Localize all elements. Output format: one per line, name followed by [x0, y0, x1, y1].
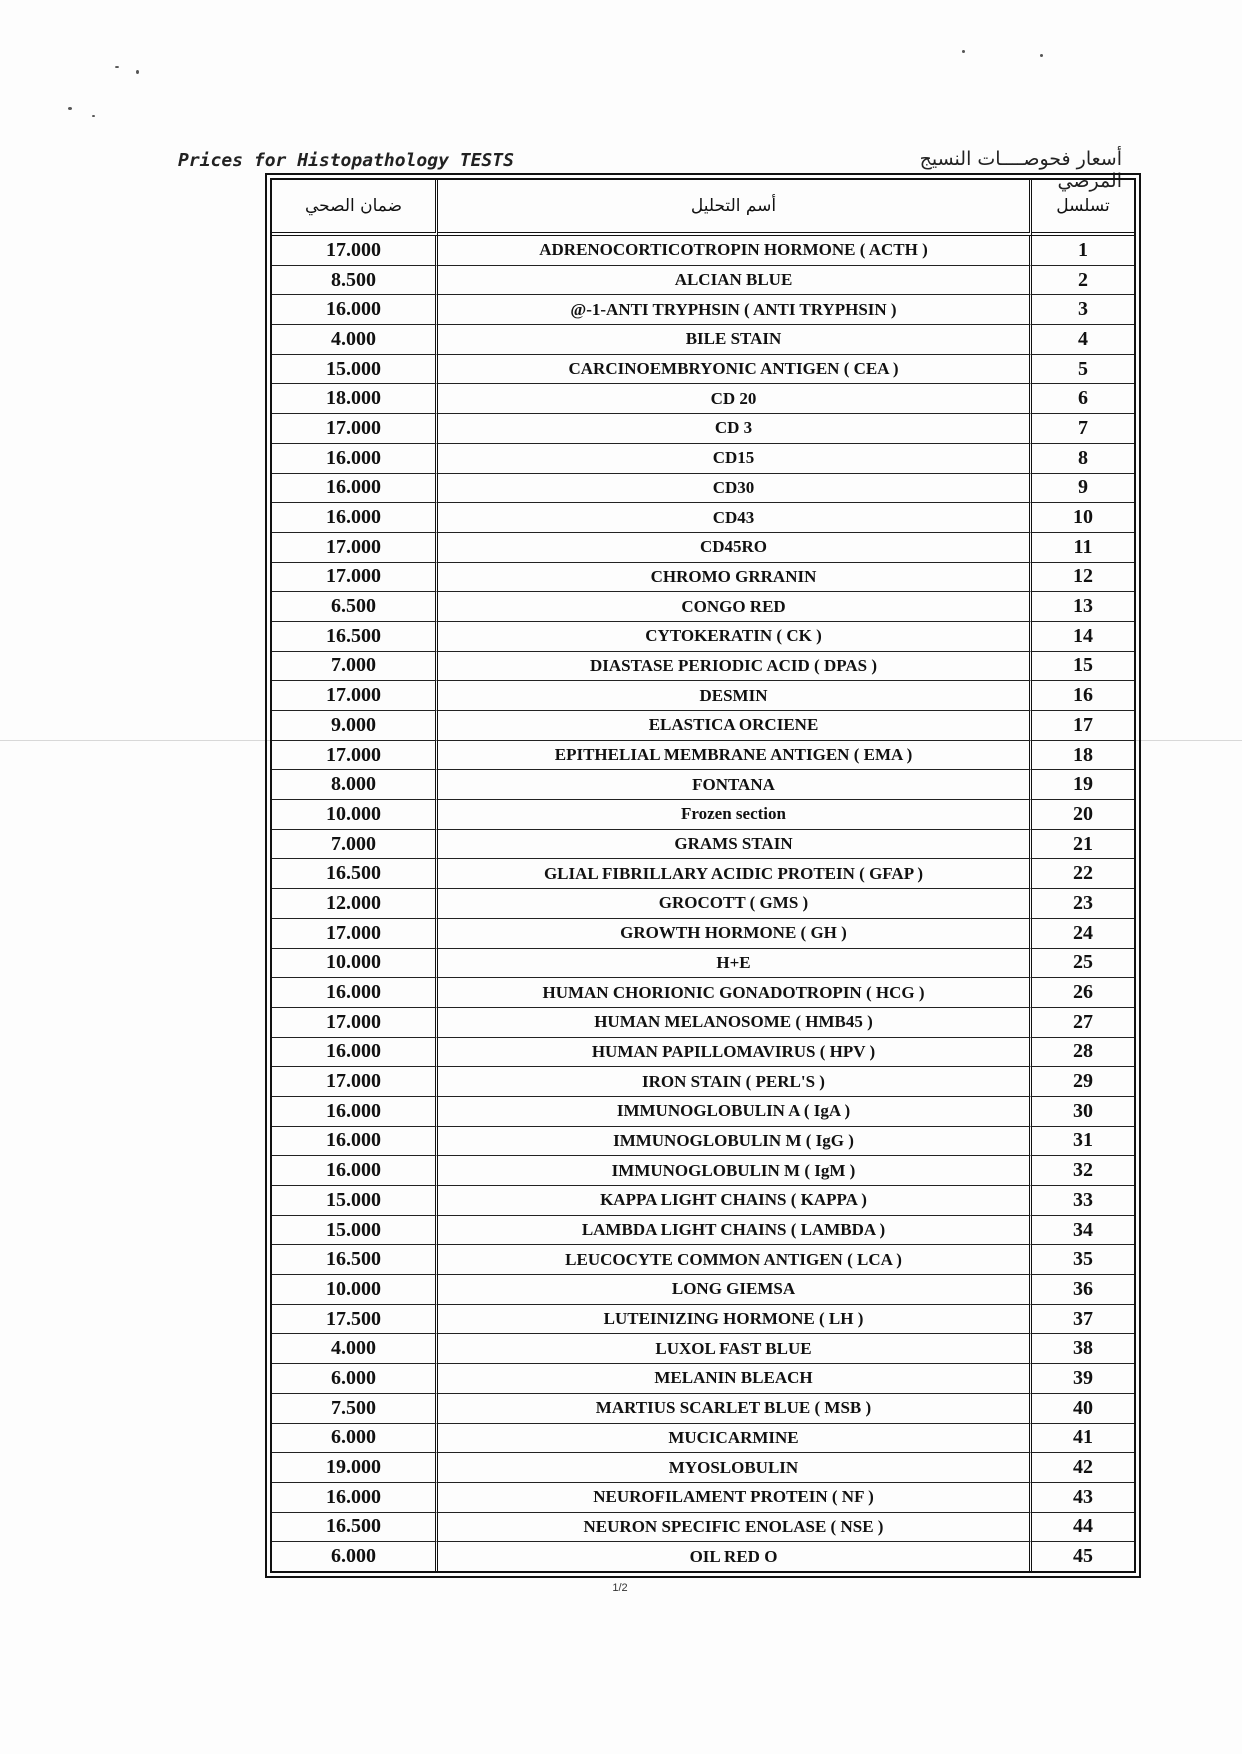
table-row	[272, 770, 1134, 800]
serial-cell: 22	[1032, 859, 1134, 889]
table-header-row	[272, 180, 1134, 236]
serial-cell: 23	[1032, 889, 1134, 919]
test-name-cell: NEURON SPECIFIC ENOLASE ( NSE )	[438, 1513, 1032, 1543]
serial-cell: 39	[1032, 1364, 1134, 1394]
test-name-cell: EPITHELIAL MEMBRANE ANTIGEN ( EMA )	[438, 741, 1032, 771]
test-name-cell: CYTOKERATIN ( CK )	[438, 622, 1032, 652]
scan-speck	[136, 70, 139, 74]
table-row	[272, 1334, 1134, 1364]
serial-cell: 38	[1032, 1334, 1134, 1364]
price-cell: 15.000	[272, 1216, 438, 1246]
price-cell: 7.000	[272, 652, 438, 682]
serial-cell: 10	[1032, 503, 1134, 533]
test-name-cell: CD45RO	[438, 533, 1032, 563]
table-row	[272, 1127, 1134, 1157]
price-cell: 6.000	[272, 1542, 438, 1571]
serial-cell: 14	[1032, 622, 1134, 652]
table-row	[272, 741, 1134, 771]
test-name-cell: ALCIAN BLUE	[438, 266, 1032, 296]
price-cell: 16.500	[272, 859, 438, 889]
serial-cell: 28	[1032, 1038, 1134, 1068]
serial-cell: 16	[1032, 681, 1134, 711]
price-cell: 17.000	[272, 681, 438, 711]
serial-cell: 13	[1032, 592, 1134, 622]
serial-cell: 43	[1032, 1483, 1134, 1513]
price-cell: 16.000	[272, 444, 438, 474]
price-cell: 10.000	[272, 800, 438, 830]
test-name-cell: IMMUNOGLOBULIN M ( IgG )	[438, 1127, 1032, 1157]
test-name-cell: ADRENOCORTICOTROPIN HORMONE ( ACTH )	[438, 236, 1032, 266]
serial-cell: 30	[1032, 1097, 1134, 1127]
serial-cell: 31	[1032, 1127, 1134, 1157]
test-name-cell: CARCINOEMBRYONIC ANTIGEN ( CEA )	[438, 355, 1032, 385]
price-cell: 17.000	[272, 563, 438, 593]
page-title-arabic: أسعار فحوصــــات النسيج المرضي	[919, 148, 1122, 192]
table-row	[272, 711, 1134, 741]
table-row	[272, 1067, 1134, 1097]
test-name-cell: IRON STAIN ( PERL'S )	[438, 1067, 1032, 1097]
price-cell: 17.000	[272, 919, 438, 949]
table-row	[272, 1008, 1134, 1038]
test-name-cell: Frozen section	[438, 800, 1032, 830]
serial-cell: 21	[1032, 830, 1134, 860]
table-row	[272, 592, 1134, 622]
test-name-cell: LUTEINIZING HORMONE ( LH )	[438, 1305, 1032, 1335]
test-name-cell: GROCOTT ( GMS )	[438, 889, 1032, 919]
price-cell: 17.000	[272, 414, 438, 444]
table-body	[272, 236, 1134, 1571]
price-cell: 17.000	[272, 1008, 438, 1038]
test-name-cell: LUXOL FAST BLUE	[438, 1334, 1032, 1364]
test-name-cell: MARTIUS SCARLET BLUE ( MSB )	[438, 1394, 1032, 1424]
price-cell: 16.000	[272, 503, 438, 533]
page-number: 1/2	[612, 1582, 628, 1594]
price-table	[270, 178, 1136, 1573]
price-cell: 17.000	[272, 1067, 438, 1097]
table-row	[272, 236, 1134, 266]
header-serial: تسلسل	[1032, 180, 1134, 236]
table-row	[272, 919, 1134, 949]
serial-cell: 29	[1032, 1067, 1134, 1097]
price-cell: 16.000	[272, 295, 438, 325]
test-name-cell: CHROMO GRRANIN	[438, 563, 1032, 593]
test-name-cell: GROWTH HORMONE ( GH )	[438, 919, 1032, 949]
test-name-cell: BILE STAIN	[438, 325, 1032, 355]
serial-cell: 36	[1032, 1275, 1134, 1305]
table-row	[272, 1216, 1134, 1246]
price-cell: 12.000	[272, 889, 438, 919]
price-cell: 8.500	[272, 266, 438, 296]
serial-cell: 5	[1032, 355, 1134, 385]
serial-cell: 15	[1032, 652, 1134, 682]
test-name-cell: LEUCOCYTE COMMON ANTIGEN ( LCA )	[438, 1245, 1032, 1275]
price-cell: 10.000	[272, 949, 438, 979]
table-row	[272, 563, 1134, 593]
test-name-cell: IMMUNOGLOBULIN A ( IgA )	[438, 1097, 1032, 1127]
price-cell: 18.000	[272, 384, 438, 414]
price-cell: 8.000	[272, 770, 438, 800]
table-row	[272, 503, 1134, 533]
test-name-cell: LONG GIEMSA	[438, 1275, 1032, 1305]
test-name-cell: IMMUNOGLOBULIN M ( IgM )	[438, 1156, 1032, 1186]
price-cell: 17.000	[272, 236, 438, 266]
price-cell: 16.500	[272, 1513, 438, 1543]
price-cell: 10.000	[272, 1275, 438, 1305]
table-row	[272, 1483, 1134, 1513]
table-row	[272, 622, 1134, 652]
serial-cell: 9	[1032, 474, 1134, 504]
serial-cell: 32	[1032, 1156, 1134, 1186]
serial-cell: 24	[1032, 919, 1134, 949]
price-cell: 17.000	[272, 741, 438, 771]
price-cell: 16.500	[272, 622, 438, 652]
test-name-cell: ELASTICA ORCIENE	[438, 711, 1032, 741]
serial-cell: 8	[1032, 444, 1134, 474]
serial-cell: 41	[1032, 1424, 1134, 1454]
serial-cell: 2	[1032, 266, 1134, 296]
price-cell: 16.000	[272, 1127, 438, 1157]
test-name-cell: MYOSLOBULIN	[438, 1453, 1032, 1483]
test-name-cell: OIL RED O	[438, 1542, 1032, 1571]
test-name-cell: NEUROFILAMENT PROTEIN ( NF )	[438, 1483, 1032, 1513]
table-row	[272, 295, 1134, 325]
table-row	[272, 1038, 1134, 1068]
scan-speck	[962, 50, 965, 53]
test-name-cell: DIASTASE PERIODIC ACID ( DPAS )	[438, 652, 1032, 682]
test-name-cell: HUMAN CHORIONIC GONADOTROPIN ( HCG )	[438, 978, 1032, 1008]
serial-cell: 34	[1032, 1216, 1134, 1246]
price-cell: 7.500	[272, 1394, 438, 1424]
serial-cell: 26	[1032, 978, 1134, 1008]
table-row	[272, 1394, 1134, 1424]
price-cell: 16.000	[272, 1156, 438, 1186]
serial-cell: 4	[1032, 325, 1134, 355]
serial-cell: 6	[1032, 384, 1134, 414]
table-row	[272, 1453, 1134, 1483]
price-cell: 16.000	[272, 1097, 438, 1127]
test-name-cell: DESMIN	[438, 681, 1032, 711]
test-name-cell: KAPPA LIGHT CHAINS ( KAPPA )	[438, 1186, 1032, 1216]
price-cell: 17.000	[272, 533, 438, 563]
serial-cell: 12	[1032, 563, 1134, 593]
table-row	[272, 414, 1134, 444]
test-name-cell: CD15	[438, 444, 1032, 474]
serial-cell: 37	[1032, 1305, 1134, 1335]
table-row	[272, 266, 1134, 296]
price-cell: 16.000	[272, 978, 438, 1008]
serial-cell: 35	[1032, 1245, 1134, 1275]
test-name-cell: CD43	[438, 503, 1032, 533]
price-cell: 15.000	[272, 355, 438, 385]
test-name-cell: FONTANA	[438, 770, 1032, 800]
price-cell: 16.000	[272, 1038, 438, 1068]
table-row	[272, 859, 1134, 889]
table-row	[272, 1364, 1134, 1394]
test-name-cell: GLIAL FIBRILLARY ACIDIC PROTEIN ( GFAP )	[438, 859, 1032, 889]
price-cell: 6.500	[272, 592, 438, 622]
table-row	[272, 681, 1134, 711]
test-name-cell: CONGO RED	[438, 592, 1032, 622]
test-name-cell: CD 3	[438, 414, 1032, 444]
table-row	[272, 1186, 1134, 1216]
table-row	[272, 384, 1134, 414]
price-cell: 6.000	[272, 1364, 438, 1394]
page-title-english: Prices for Histopathology TESTS	[178, 150, 514, 171]
serial-cell: 20	[1032, 800, 1134, 830]
scan-speck	[92, 115, 95, 117]
test-name-cell: CD30	[438, 474, 1032, 504]
serial-cell: 11	[1032, 533, 1134, 563]
price-cell: 4.000	[272, 1334, 438, 1364]
test-name-cell: MELANIN BLEACH	[438, 1364, 1032, 1394]
test-name-cell: HUMAN MELANOSOME ( HMB45 )	[438, 1008, 1032, 1038]
price-cell: 19.000	[272, 1453, 438, 1483]
serial-cell: 19	[1032, 770, 1134, 800]
serial-cell: 7	[1032, 414, 1134, 444]
price-cell: 16.000	[272, 474, 438, 504]
price-cell: 9.000	[272, 711, 438, 741]
table-row	[272, 1156, 1134, 1186]
price-cell: 16.000	[272, 1483, 438, 1513]
serial-cell: 40	[1032, 1394, 1134, 1424]
table-row	[272, 355, 1134, 385]
price-cell: 4.000	[272, 325, 438, 355]
header-test-name: أسم التحليل	[438, 180, 1032, 236]
table-row	[272, 652, 1134, 682]
table-row	[272, 1275, 1134, 1305]
scan-speck	[115, 66, 119, 68]
test-name-cell: GRAMS STAIN	[438, 830, 1032, 860]
table-row	[272, 1305, 1134, 1335]
table-row	[272, 800, 1134, 830]
table-row	[272, 978, 1134, 1008]
price-cell: 15.000	[272, 1186, 438, 1216]
serial-cell: 45	[1073, 1545, 1093, 1568]
table-row	[272, 325, 1134, 355]
price-cell: 7.000	[272, 830, 438, 860]
test-name-cell: @-1-ANTI TRYPHSIN ( ANTI TRYPHSIN )	[438, 295, 1032, 325]
serial-cell: 17	[1032, 711, 1134, 741]
table-row	[272, 444, 1134, 474]
price-cell: 16.500	[272, 1245, 438, 1275]
test-name-cell: LAMBDA LIGHT CHAINS ( LAMBDA )	[438, 1216, 1032, 1246]
table-row	[272, 949, 1134, 979]
price-cell: 17.500	[272, 1305, 438, 1335]
scan-speck	[68, 107, 72, 110]
table-row	[272, 889, 1134, 919]
table-row	[272, 474, 1134, 504]
scan-speck	[1040, 54, 1043, 57]
table-row	[272, 1513, 1134, 1543]
header-price: ضمان الصحي	[272, 180, 438, 236]
table-row	[272, 830, 1134, 860]
serial-cell: 27	[1032, 1008, 1134, 1038]
table-row	[272, 1542, 1134, 1571]
table-row	[272, 1097, 1134, 1127]
table-row	[272, 1424, 1134, 1454]
serial-cell: 1	[1032, 236, 1134, 266]
test-name-cell: HUMAN PAPILLOMAVIRUS ( HPV )	[438, 1038, 1032, 1068]
test-name-cell: MUCICARMINE	[438, 1424, 1032, 1454]
serial-cell: 44	[1032, 1513, 1134, 1543]
serial-cell: 3	[1032, 295, 1134, 325]
table-row	[272, 533, 1134, 563]
serial-cell: 25	[1032, 949, 1134, 979]
serial-cell: 18	[1032, 741, 1134, 771]
test-name-cell: CD 20	[438, 384, 1032, 414]
price-cell: 6.000	[272, 1424, 438, 1454]
table-row	[272, 1245, 1134, 1275]
test-name-cell: H+E	[438, 949, 1032, 979]
serial-cell: 33	[1032, 1186, 1134, 1216]
serial-cell: 42	[1032, 1453, 1134, 1483]
